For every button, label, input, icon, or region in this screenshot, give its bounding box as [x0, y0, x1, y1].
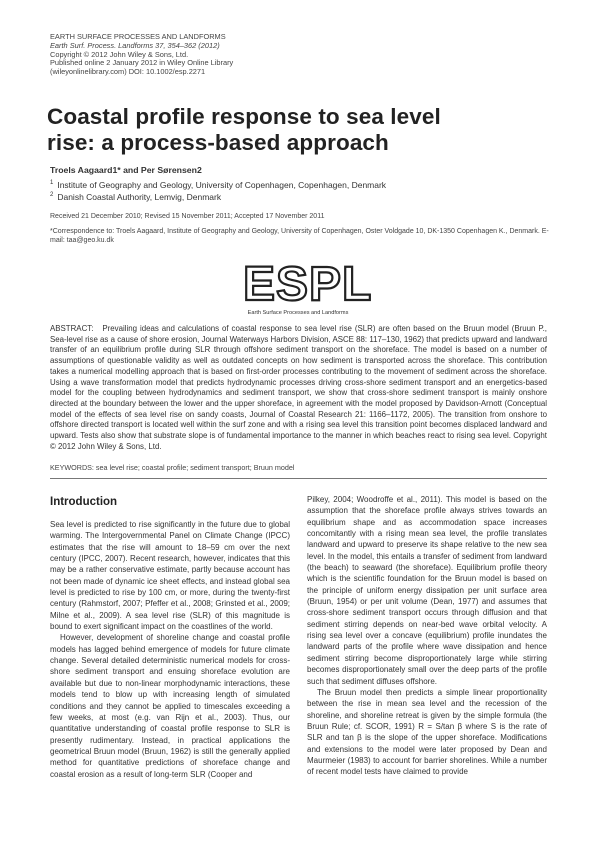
left-column — [50, 519, 290, 780]
authors: Troels Aagaard1* and Per Sørensen2 — [50, 165, 202, 175]
affiliation-number: 1 — [50, 180, 54, 187]
abstract-text: Prevailing ideas and calculations of coastal response to sea level rise (SLR) are often based on the Bruun model (Bruun P., Sea-level rise as a cause of shore erosion, Journal Waterways Harbors Division, ASCE 88: 117–130, 1962) that predicts upward and landward transfer of an equilibrium profile during SLR through offshore sediment transport on the shoreface. The model is based on a number of assumptions of questionable validity as well as outdated concepts on how sediment is transported across the shoreface. This contribution takes a numerical modelling approach that is based on first-order processes contributing to the movement of sediment across the shoreface. Using a wave transformation model that predicts hydrodynamic processes driving cross-shore sediment transport and an energetics-based model for the coupling between hydrodynamics and sediment transport, we show that cross-shore sediment transport is mainly onshore directed at the boundary between the lower and the upper shoreface, in agreement with the model proposed by Davidson-Arnott (Conceptual model of the effects of sea level rise on sandy coasts, Journal of Coastal Research 21: 1166–1172, 2005). The transition from onshore to offshore directed transport is located well within the surf zone and with a rising sea level this transition point becomes displaced landward and upward. Tests also show that substrate slope is of fundamental importance to the manner in which beaches react to rising sea level. Copyright © 2012 John Wiley & Sons, Ltd. — [50, 324, 547, 451]
logo-subtitle: Earth Surface Processes and Landforms — [247, 310, 349, 316]
abstract-label: ABSTRACT: — [50, 324, 94, 333]
paragraph: However, development of shoreline change and coastal profile models has lagged behind emergence of models for future climate change. Several detailed deterministic numerical models for cross-shore sediment transport and ensuing shoreface evolution are available but due to non-linear morphodynamic interactions, these models tend to blow up with increasing length of simulated conditions and they cannot be applied to timescales exceeding a few weeks, at most (e.g. van Rijn et al., 2003). Thus, our quantitative understanding of coastal profile response to SLR is presently rudimentary. Instead, in practical applications the geometrical Bruun model (Bruun, 1962) is still the generally applied method for quantitative predictions of shoreface change and coastal erosion as a result of long-term SLR (Cooper and — [50, 633, 290, 779]
keywords: KEYWORDS: sea level rise; coastal profile; sediment transport; Bruun model — [50, 463, 295, 472]
journal-doi[interactable]: (wileyonlinelibrary.com) DOI: 10.1002/esp.2271 — [50, 67, 206, 77]
article-dates: Received 21 December 2010; Revised 15 November 2011; Accepted 17 November 2011 — [50, 213, 325, 220]
correspondence: *Correspondence to: Troels Aagaard, Institute of Geography and Geology, University of Copenhagen, Oster Voldgade 10, DK-1350 Copenhagen K., Denmark. E-mail: taa@geo.ku.dk — [50, 228, 549, 244]
journal-header — [50, 33, 233, 77]
right-column — [307, 494, 547, 778]
logo-text: ESPL — [243, 258, 373, 311]
section-divider — [50, 478, 547, 479]
paragraph: Sea level is predicted to rise significantly in the future due to global warming. The Intergovernmental Panel on Climate Change (IPCC) estimates that the rise will amount to 18–59 cm over the next century (IPCC, 2007). Recent research, however, indicates that this may be a rather conservative estimate, partly because account has not been made of dynamic ice sheet effects, and instead global sea level is predicted to rise by 100 cm, or more, during the twenty-first century (Rahmstorf, 2007; Pfeffer et al., 2008; Grinsted et al., 2009; Milne et al., 2009). A sea level rise (SLR) of this magnitude is bound to exert significant impact on the coastlines of the world. — [50, 520, 290, 632]
espl-logo — [243, 258, 373, 316]
journal-name: EARTH SURFACE PROCESSES AND LANDFORMS — [50, 32, 226, 41]
journal-citation: Earth Surf. Process. Landforms 37, 354–362 (2012) — [50, 40, 220, 50]
affiliation-text: Danish Coastal Authority, Lemvig, Denmark — [57, 192, 222, 202]
affiliation-number: 2 — [50, 192, 54, 199]
journal-published: Published online 2 January 2012 in Wiley Online Library — [50, 58, 234, 68]
paragraph: Pilkey, 2004; Woodroffe et al., 2011). This model is based on the assumption that the shoreface profile always strives towards an equilibrium shape and as accommodation space increases concomitantly with a rising mean sea level, the profile translates landward and upward to preserve its shape relative to the new sea level. In the model, this entails a transfer of sediment from landward (the beach) to seaward (the shoreface). Equilibrium profile theory which is the scientific foundation for the Bruun model is based on the principle of uniform energy dissipation per unit surface area (Bruun, 1954) or per unit volume (Dean, 1977) and assumes that cross-shore sediment transport occurs through diffusion and that sediment stirring depends on near-bed wave orbital velocity. A rising sea level over a concave (equilibrium) profile inundates the landward parts of the profile where wave dissipation and hence sediment stirring become disproportionately large while stirring becomes disproportionately small over the deep parts of the profile such that sediment diffuses offshore. — [307, 495, 547, 686]
journal-copyright: Copyright © 2012 John Wiley & Sons, Ltd. — [50, 49, 189, 59]
abstract — [50, 324, 547, 452]
affiliation-1 — [50, 180, 386, 190]
paper-title: Coastal profile response to sea level rise: a process-based approach — [47, 104, 441, 155]
introduction-heading: Introduction — [50, 496, 118, 508]
affiliation-2 — [50, 192, 221, 202]
paragraph: The Bruun model then predicts a simple linear proportionality between the rise in mean sea level and the recession of the shoreline, and shoreline retreat is given by the simple formula (the Bruun Rule; cf. SCOR, 1991) R = S/tan β where S is the rate of SLR and tan β is the slope of the upper shoreface. Modifications and extensions to the model were later proposed by Dean and Maurmeier (1983) to account for barrier shorelines. While a number of recent model tests have claimed to provide — [307, 687, 547, 777]
affiliation-text: Institute of Geography and Geology, University of Copenhagen, Copenhagen, Denmark — [57, 180, 387, 190]
